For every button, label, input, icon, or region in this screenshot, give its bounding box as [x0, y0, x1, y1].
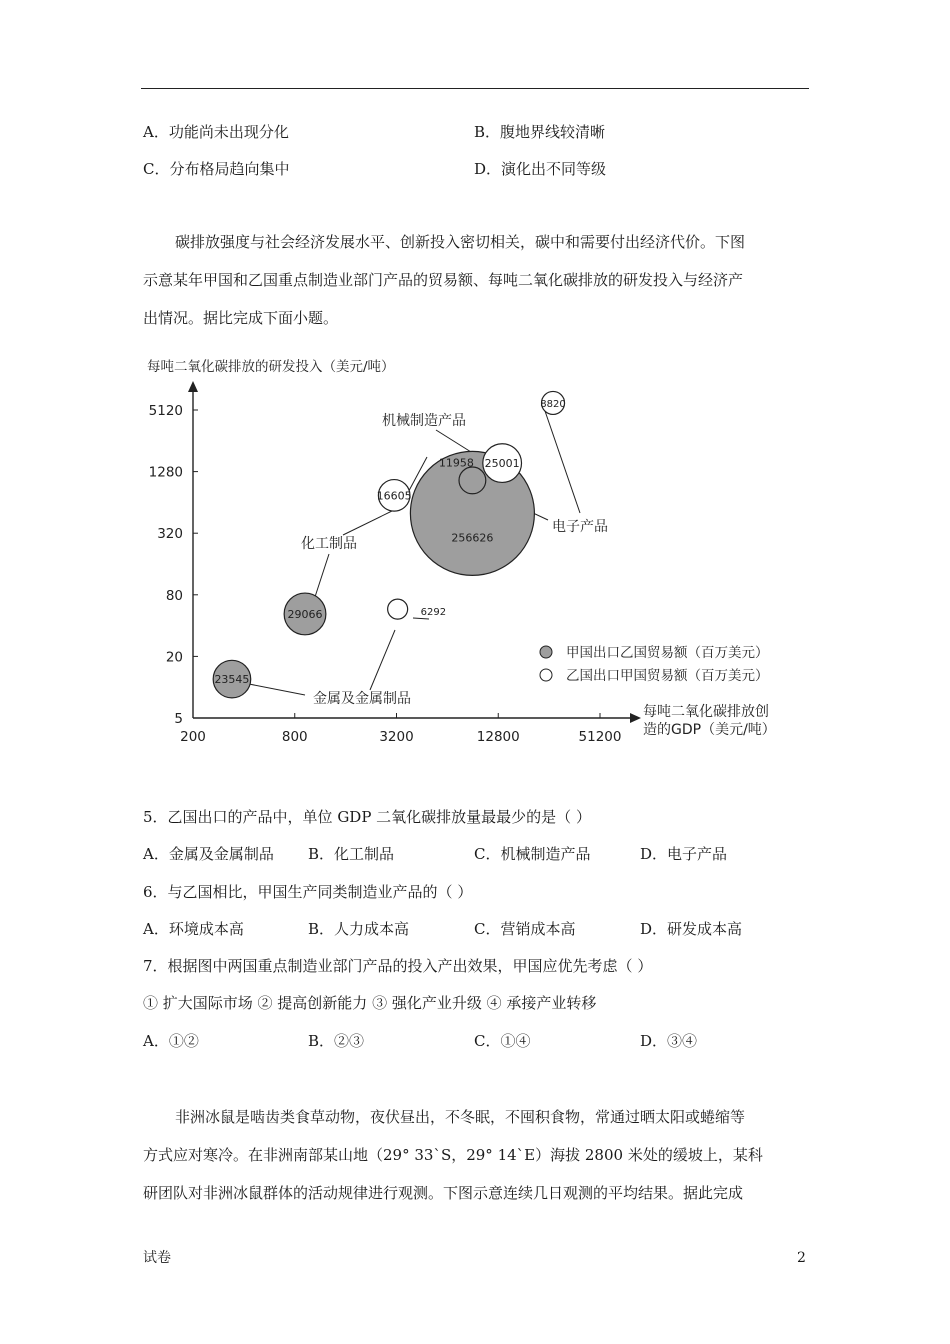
prev-option-d: D．演化出不同等级 [474, 160, 607, 178]
x-axis-label-line1: 每吨二氧化碳排放创 [643, 704, 769, 720]
q7-option-d: D．③④ [640, 1032, 698, 1050]
x-tick-label: 800 [281, 729, 308, 745]
q6-option-d: D．研发成本高 [640, 920, 743, 938]
x-tick-label: 12800 [476, 729, 520, 745]
intro-paragraph-1 [143, 232, 811, 342]
label-machinery: 机械制造产品 [382, 413, 466, 429]
q6-option-b: B．人力成本高 [308, 920, 410, 938]
prev-option-b: B．腹地界线较清晰 [474, 123, 606, 141]
y-axis-label: 每吨二氧化碳排放的研发投入（美元/吨） [147, 359, 395, 375]
y-tick-label: 20 [165, 649, 183, 666]
y-tick-label: 80 [165, 587, 183, 604]
x-axis-label-line2: 造的GDP（美元/吨） [643, 722, 776, 738]
intro2-line: 研团队对非洲冰鼠群体的活动规律进行观测。下图示意连续几日观测的平均结果。据此完成 [143, 1184, 744, 1202]
y-tick-label: 320 [157, 526, 183, 543]
legend-label-jia: 甲国出口乙国贸易额（百万美元） [566, 645, 769, 661]
q7-option-c: C．①④ [474, 1032, 531, 1050]
intro1-line: 示意某年甲国和乙国重点制造业部门产品的贸易额、每吨二氧化碳排放的研发投入与经济产 [143, 271, 744, 289]
x-tick-label: 51200 [578, 729, 622, 745]
q5-option-d: D．电子产品 [640, 845, 728, 863]
bubble-metal [388, 599, 408, 619]
x-tick-label: 3200 [379, 729, 414, 745]
bubble-value-label: 8820 [540, 398, 566, 410]
prev-option-c: C．分布格局趋向集中 [143, 160, 290, 178]
q6-option-a: A．环境成本高 [143, 920, 244, 938]
y-tick-label: 5 [174, 711, 183, 727]
bubble-value-label: 29066 [287, 607, 323, 621]
label-metal: 金属及金属制品 [313, 691, 411, 707]
q6-stem: 6．与乙国相比，甲国生产同类制造业产品的（ ） [143, 883, 473, 901]
q5-option-a: A．金属及金属制品 [143, 845, 274, 863]
bubble-electronic [459, 467, 486, 494]
q5-option-b: B．化工制品 [308, 845, 395, 863]
label-electronic: 电子产品 [552, 519, 608, 535]
bubble-chart [0, 340, 950, 760]
x-tick-label: 200 [180, 729, 206, 745]
intro1-line: 碳排放强度与社会经济发展水平、创新投入密切相关，碳中和需要付出经济代价。下图 [175, 233, 746, 251]
y-axis-arrow [188, 381, 198, 392]
bubble-value-label: 6292 [420, 607, 447, 619]
intro2-line: 方式应对寒冷。在非洲南部某山地（29° 33`S，29° 14`E）海拔 2800 米处的缓坡上，某科 [143, 1146, 763, 1164]
x-axis-arrow [630, 713, 641, 723]
legend-label-yi: 乙国出口甲国贸易额（百万美元） [566, 668, 769, 684]
intro2-line: 非洲冰鼠是啮齿类食草动物，夜伏昼出，不冬眠，不囤积食物，常通过晒太阳或蜷缩等 [175, 1108, 746, 1126]
q5-option-c: C．机械制造产品 [474, 845, 591, 863]
q7-option-b: B．②③ [308, 1032, 365, 1050]
bubble-value-label: 23545 [214, 673, 250, 687]
q7-option-a: A．①② [143, 1032, 199, 1050]
page-number: 2 [797, 1250, 806, 1266]
header-rule [141, 88, 809, 89]
label-chemical: 化工制品 [301, 536, 357, 552]
q5-stem: 5．乙国出口的产品中，单位 GDP 二氧化碳排放量最最少的是（ ） [143, 808, 591, 826]
bubble-value-label: 256626 [451, 531, 494, 545]
intro-paragraph-2 [143, 1107, 811, 1217]
legend-marker-yi [540, 669, 552, 681]
intro1-line: 出情况。据比完成下面小题。 [143, 309, 339, 327]
leader-lines [249, 411, 580, 695]
legend-marker-jia [540, 646, 552, 658]
legend [540, 644, 769, 684]
prev-option-a: A．功能尚未出现分化 [143, 123, 289, 141]
q7-stem: 7．根据图中两国重点制造业部门产品的投入产出效果，甲国应优先考虑（ ） [143, 957, 653, 975]
y-tick-label: 1280 [148, 464, 183, 481]
y-tick-label: 5120 [148, 403, 183, 419]
q6-option-c: C．营销成本高 [474, 920, 576, 938]
bubble-value-label: 16605 [376, 489, 412, 503]
footer-label: 试卷 [143, 1250, 171, 1266]
bubble-value-label: 11958 [438, 456, 474, 470]
q7-items: ① 扩大国际市场 ② 提高创新能力 ③ 强化产业升级 ④ 承接产业转移 [143, 994, 597, 1012]
bubble-value-label: 25001 [484, 457, 520, 471]
